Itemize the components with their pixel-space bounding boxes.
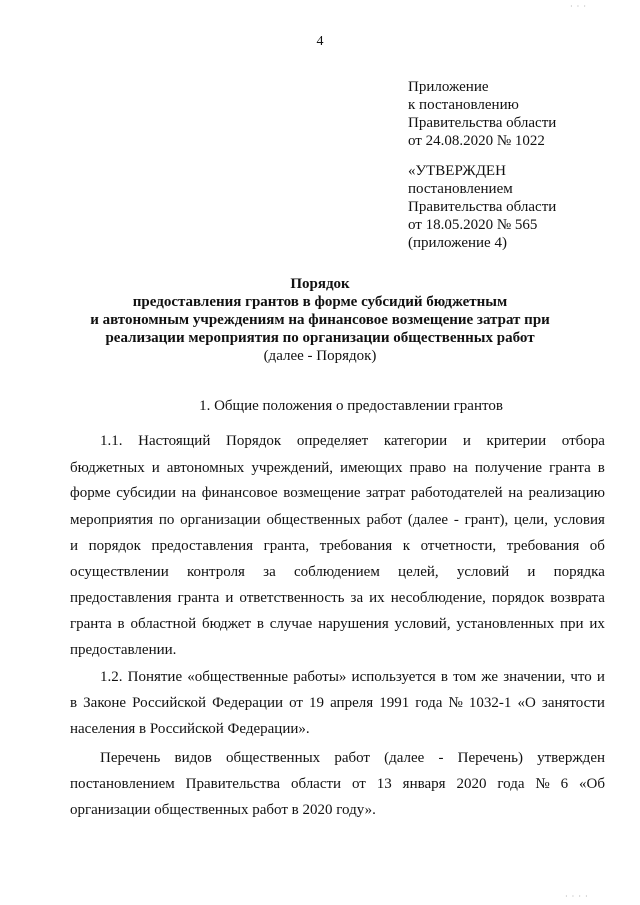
word: цели, [514,512,548,528]
word: осуществлении [70,564,169,580]
word: мероприятия [70,512,154,528]
word: значении, [503,669,566,685]
word: на [181,485,197,501]
word: что [570,669,592,685]
word: в [597,460,605,476]
scan-artifact-top: · · · [570,2,587,11]
body-line [70,694,605,712]
word: возмещение [283,485,361,501]
word: года [497,776,525,792]
word: от [352,776,366,792]
word: занятости [541,695,605,711]
word: 1991 [379,695,410,711]
word: (далее [407,512,449,528]
word: условий, [394,616,451,632]
word: право [409,460,447,476]
word: автономных [166,460,245,476]
word: ответственность [239,590,345,606]
word: порядок [88,538,141,554]
word: к [402,538,411,554]
word: в [256,616,264,632]
word: 1.1. [100,433,123,449]
document-title [0,275,640,365]
approved-line: Правительства области [408,199,557,215]
word: по [158,512,175,528]
body-line: организации общественных работ в 2020 году». [70,802,376,818]
word: 19 [309,695,325,711]
word: Федерации [212,695,283,711]
word: бюджет [201,616,252,632]
word: апреля [330,695,374,711]
word: 1032-1 [468,695,512,711]
word: организации [180,512,261,528]
word: Правительства [185,776,281,792]
word: от [289,695,303,711]
word: нарушения [318,616,389,632]
word: Перечень [100,750,161,766]
approved-line: (приложение 4) [408,235,507,251]
word: об [589,538,605,554]
word: утвержден [537,750,605,766]
word: установленных [456,616,555,632]
word: - [438,750,444,766]
word: Российской [132,695,207,711]
word: «общественные [187,669,289,685]
word: целей, [398,564,439,580]
word: работы» [293,669,347,685]
word: их [369,590,385,606]
word: Понятие [127,669,183,685]
word: в [440,669,448,685]
body-line [70,537,605,555]
word: за [350,590,364,606]
word: несоблюдение, [390,590,486,606]
word: - [453,512,459,528]
word: затрат [366,485,406,501]
word: возврата [550,590,605,606]
word: Порядок [226,433,282,449]
approved-line: «УТВЕРЖДЕН [408,163,506,179]
body-line [70,459,605,477]
word: и [151,460,160,476]
word: на [453,460,468,476]
word: финансовое [201,485,278,501]
word: форме [70,485,111,501]
word: на [508,485,523,501]
word: (далее [384,750,425,766]
word: предоставления [70,590,172,606]
word: при [559,616,584,632]
body-line [70,615,605,633]
word: года [415,695,443,711]
word: работ [334,750,370,766]
appendix-line: от 24.08.2020 № 1022 [408,133,545,149]
word: же [481,669,499,685]
word: имеющих [340,460,403,476]
word: учреждений, [251,460,333,476]
page-number: 4 [316,34,324,49]
word: используется [351,669,436,685]
word: общественных [225,750,321,766]
word: 2020 [456,776,487,792]
word: 1.2. [100,669,123,685]
title-line: предоставления грантов в форме субсидий бюджетным [132,294,508,310]
body-line: предоставлении. [70,642,177,658]
word: том [453,669,477,685]
word: предоставления [151,538,254,554]
word: получение [474,460,543,476]
word: критерии [486,433,547,449]
body-line [70,563,605,581]
word: видов [174,750,212,766]
word: «О [517,695,536,711]
word: 13 [376,776,392,792]
word: Законе [83,695,127,711]
word: гранта [549,460,591,476]
appendix-line: к постановлению [408,97,519,113]
word: постановлением [70,776,175,792]
word: за [263,564,276,580]
approved-line: постановлением [408,181,513,197]
word: требования [506,538,580,554]
body-line [100,749,605,767]
title-line: и автономным учреждениям на финансовое возмещение затрат при [90,312,550,328]
word: в [117,616,125,632]
approved-line: от 18.05.2020 № 565 [408,217,538,233]
word: грант), [464,512,509,528]
word: работодателей [410,485,503,501]
word: случае [269,616,313,632]
word: требования [319,538,393,554]
word: № [535,776,550,792]
word: бюджетных [70,460,145,476]
body-line [100,668,605,686]
body-line: населения в Российской Федерации». [70,721,310,737]
word: № [448,695,463,711]
body-line [70,589,605,607]
section-heading: 1. Общие положения о предоставлении грантов [199,398,503,414]
word: Настоящий [138,433,211,449]
word: реализацию [528,485,605,501]
word: порядок [491,590,545,606]
word: в [70,695,78,711]
word: работ [366,512,403,528]
word: гранта [177,590,220,606]
word: общественных [266,512,361,528]
word: гранта, [263,538,310,554]
title-line: реализации мероприятия по организации общественных работ [105,330,535,346]
appendix-line: Правительства области [408,115,557,131]
word: условий [456,564,510,580]
word: субсидии [116,485,176,501]
word: и [527,564,536,580]
word: «Об [579,776,605,792]
body-line [70,775,605,793]
word: определяет [296,433,369,449]
word: категории [383,433,448,449]
word: и [225,590,234,606]
title-subtitle: (далее - Порядок) [263,348,377,364]
word: и [462,433,471,449]
word: порядка [553,564,605,580]
word: 6 [560,776,569,792]
word: отчетности, [420,538,497,554]
word: области [290,776,342,792]
word: гранта [70,616,112,632]
approval-stamp-block [408,162,556,252]
word: их [589,616,605,632]
appendix-line: Приложение [408,79,489,95]
word: января [402,776,446,792]
word: областной [130,616,197,632]
body-line [100,432,605,450]
word: соблюдением [293,564,380,580]
word: контроля [186,564,245,580]
appendix-reference-block [408,78,556,150]
body-line [70,511,605,529]
word: и [596,669,605,685]
word: условия [553,512,605,528]
scan-artifact-bottom: · · · · [565,892,589,901]
word: Перечень) [457,750,523,766]
title-line: Порядок [290,276,350,292]
word: отбора [561,433,605,449]
word: и [70,538,79,554]
body-line [70,484,605,502]
